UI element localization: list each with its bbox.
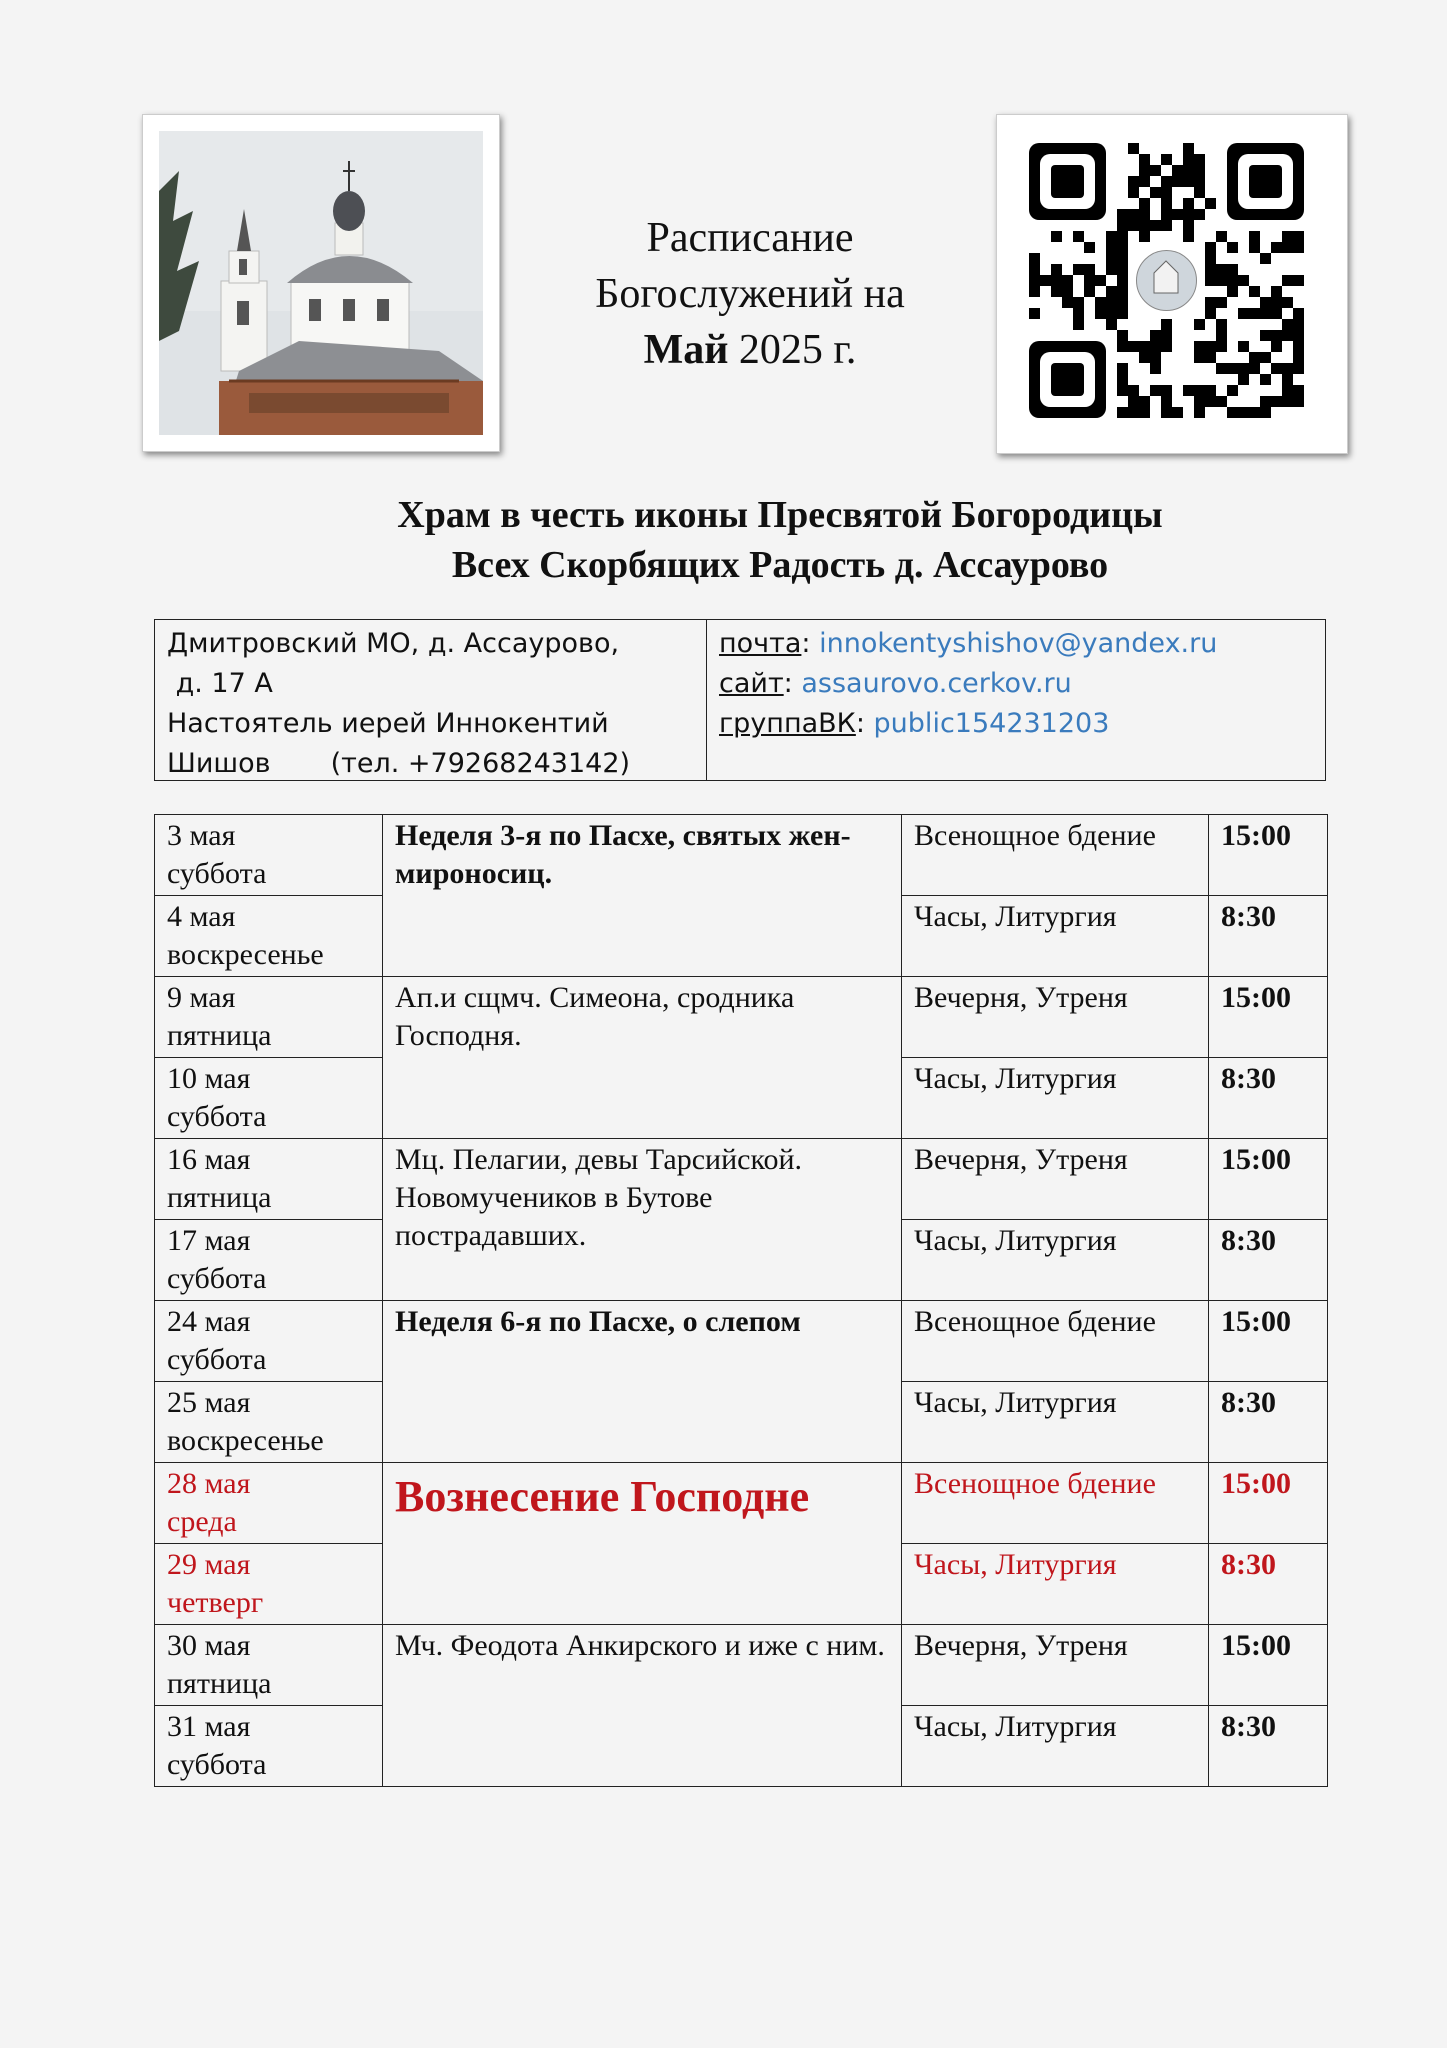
title-line-1: Расписание	[646, 215, 854, 261]
weekday: суббота	[167, 1343, 267, 1376]
date: 16 мая	[167, 1143, 251, 1176]
title-line-3	[540, 322, 960, 378]
time-cell: 15:00	[1209, 977, 1328, 1058]
date: 24 мая	[167, 1305, 251, 1338]
service-cell: Всенощное бдение	[902, 1301, 1209, 1382]
time-cell: 15:00	[1209, 1301, 1328, 1382]
schedule-table	[154, 814, 1328, 1787]
vk-label: группаВК	[719, 708, 856, 739]
date-cell	[155, 1058, 383, 1139]
service-cell: Часы, Литургия	[902, 1706, 1209, 1787]
feast-name: Мч. Феодота Анкирского и иже с ним.	[395, 1629, 885, 1662]
church-name	[200, 490, 1360, 590]
feast-name: Неделя 3-я по Пасхе, святых жен-мироносиц.	[395, 819, 851, 890]
time-cell: 8:30	[1209, 1382, 1328, 1463]
table-row	[155, 977, 1328, 1058]
church-name-line-2: Всех Скорбящих Радость д. Ассаурово	[451, 544, 1109, 586]
table-row	[155, 1301, 1328, 1382]
feast-name: Ап.и сщмч. Симеона, сродника Господня.	[395, 981, 795, 1052]
feast-name: Мц. Пелагии, девы Тарсийской. Новомучеников в Бутове пострадавших.	[395, 1143, 803, 1252]
feast-cell	[383, 977, 902, 1139]
date-cell	[155, 1706, 383, 1787]
service-cell: Вечерня, Утреня	[902, 977, 1209, 1058]
time-cell: 8:30	[1209, 1544, 1328, 1625]
date-cell	[155, 1544, 383, 1625]
time-cell: 15:00	[1209, 1463, 1328, 1544]
weekday: воскресенье	[167, 1424, 324, 1457]
date: 30 мая	[167, 1629, 251, 1662]
time-cell: 8:30	[1209, 896, 1328, 977]
service-cell: Часы, Литургия	[902, 1382, 1209, 1463]
time-cell: 8:30	[1209, 1220, 1328, 1301]
feast-cell	[383, 815, 902, 977]
feast-cell	[383, 1463, 902, 1625]
address-cell	[155, 620, 707, 780]
date: 17 мая	[167, 1224, 251, 1257]
service-cell: Всенощное бдение	[902, 815, 1209, 896]
service-cell: Вечерня, Утреня	[902, 1139, 1209, 1220]
date: 3 мая	[167, 819, 236, 852]
weekday: пятница	[167, 1181, 272, 1214]
table-row	[155, 1463, 1328, 1544]
feast-name: Неделя 6-я по Пасхе, о слепом	[395, 1305, 801, 1338]
qr-code	[996, 114, 1348, 454]
contact-info-box	[154, 619, 1326, 781]
feast-name: Вознесение Господне	[395, 1472, 810, 1521]
time-cell: 15:00	[1209, 1139, 1328, 1220]
date-cell	[155, 1139, 383, 1220]
service-cell: Часы, Литургия	[902, 1220, 1209, 1301]
schedule-title	[540, 210, 960, 378]
time-cell: 8:30	[1209, 1706, 1328, 1787]
time-cell: 8:30	[1209, 1058, 1328, 1139]
date-cell	[155, 1382, 383, 1463]
table-row	[155, 815, 1328, 896]
weekday: суббота	[167, 1748, 267, 1781]
weekday: четверг	[167, 1586, 264, 1619]
weekday: среда	[167, 1505, 237, 1538]
date: 28 мая	[167, 1467, 251, 1500]
service-cell: Часы, Литургия	[902, 1544, 1209, 1625]
site-link[interactable]: assaurovo.cerkov.ru	[801, 668, 1072, 699]
date-cell	[155, 1463, 383, 1544]
table-row	[155, 1139, 1328, 1220]
church-name-line-1: Храм в честь иконы Пресвятой Богородицы	[397, 494, 1163, 536]
date: 10 мая	[167, 1062, 251, 1095]
date: 29 мая	[167, 1548, 251, 1581]
contacts-cell: почта: innokentyshishov@yandex.ru сайт: assaurovo.cerkov.ru группаВК: public154231203	[719, 628, 1218, 739]
weekday: пятница	[167, 1019, 272, 1052]
time-cell: 15:00	[1209, 1625, 1328, 1706]
weekday: суббота	[167, 857, 267, 890]
date-cell	[155, 896, 383, 977]
address-line-1: Дмитровский МО, д. Ассаурово,	[167, 628, 620, 659]
date-cell	[155, 1301, 383, 1382]
date: 31 мая	[167, 1710, 251, 1743]
priest-line-2: Шишов (тел. +79268243142)	[167, 748, 631, 779]
weekday: суббота	[167, 1262, 267, 1295]
feast-cell	[383, 1139, 902, 1301]
title-year: 2025 г.	[738, 327, 857, 373]
title-month: Май	[643, 327, 729, 373]
date: 9 мая	[167, 981, 236, 1014]
feast-cell	[383, 1301, 902, 1463]
date: 25 мая	[167, 1386, 251, 1419]
date-cell	[155, 1220, 383, 1301]
weekday: суббота	[167, 1100, 267, 1133]
date-cell	[155, 977, 383, 1058]
feast-cell	[383, 1625, 902, 1787]
email-label: почта	[719, 628, 802, 659]
address-line-2: д. 17 А	[167, 668, 273, 699]
table-row	[155, 1625, 1328, 1706]
vk-link[interactable]: public154231203	[873, 708, 1110, 739]
church-photo	[142, 114, 500, 452]
service-cell: Всенощное бдение	[902, 1463, 1209, 1544]
service-cell: Часы, Литургия	[902, 1058, 1209, 1139]
church-image	[159, 131, 483, 435]
weekday: воскресенье	[167, 938, 324, 971]
weekday: пятница	[167, 1667, 272, 1700]
title-line-2: Богослужений на	[595, 271, 905, 317]
site-label: сайт	[719, 668, 784, 699]
date-cell	[155, 815, 383, 896]
time-cell: 15:00	[1209, 815, 1328, 896]
service-cell: Часы, Литургия	[902, 896, 1209, 977]
priest-line-1: Настоятель иерей Иннокентий	[167, 708, 609, 739]
date-cell	[155, 1625, 383, 1706]
email-link[interactable]: innokentyshishov@yandex.ru	[819, 628, 1218, 659]
qr-code-image	[1029, 143, 1315, 425]
service-cell: Вечерня, Утреня	[902, 1625, 1209, 1706]
date: 4 мая	[167, 900, 236, 933]
